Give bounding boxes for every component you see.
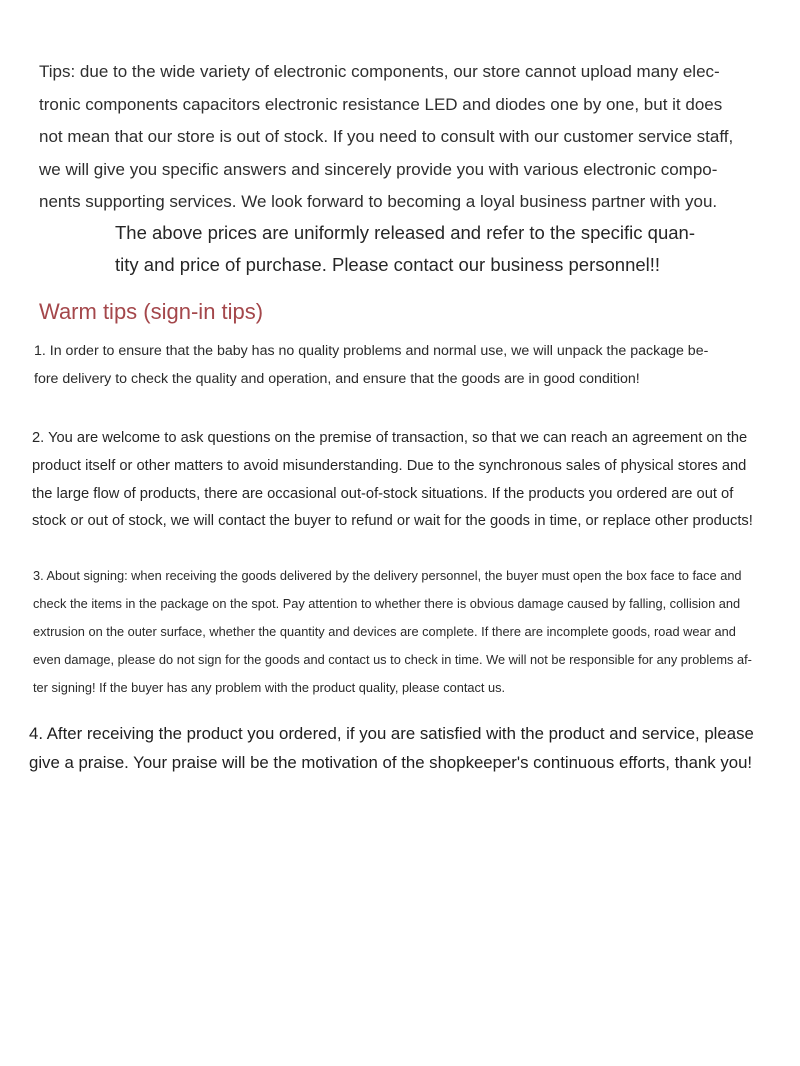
text-line: 1. In order to ensure that the baby has no quality problems and normal use, we will unpack the package be-: [34, 343, 709, 359]
text-line: we will give you specific answers and sincerely provide you with various electronic compo-: [39, 159, 718, 179]
text-line: ter signing! If the buyer has any problem with the product quality, please contact us.: [33, 680, 506, 695]
text-line: even damage, please do not sign for the goods and contact us to check in time. We will not be responsible for any problems af-: [33, 652, 752, 667]
text-line: The above prices are uniformly released and refer to the specific quan-: [115, 222, 695, 243]
text-line: Tips: due to the wide variety of electronic components, our store cannot upload many elec-: [39, 62, 720, 81]
text-line: extrusion on the outer surface, whether the quantity and devices are complete. If there are incomplete goods, road wear and: [33, 624, 736, 639]
store-tips-paragraph: [39, 56, 759, 219]
text-line: tity and price of purchase. Please contact our business personnel!!: [115, 254, 661, 275]
text-line: check the items in the package on the spot. Pay attention to whether there is obvious damage caused by falling, collision and: [33, 596, 741, 611]
text-line: not mean that our store is out of stock. If you need to consult with our customer service staff,: [39, 127, 734, 146]
text-line: 3. About signing: when receiving the goods delivered by the delivery personnel, the buyer must open the box face to face and: [33, 568, 742, 583]
text-line: 4. After receiving the product you ordered, if you are satisfied with the product and service, please: [29, 724, 754, 743]
warm-tip-4: [29, 720, 789, 777]
warm-tips-heading: Warm tips (sign-in tips): [39, 299, 264, 324]
warm-tip-2: [32, 425, 767, 536]
warm-tip-1: [34, 337, 754, 393]
text-line: stock or out of stock, we will contact the buyer to refund or wait for the goods in time, or replace other products!: [32, 513, 753, 530]
text-line: give a praise. Your praise will be the motivation of the shopkeeper's continuous efforts, thank you!: [29, 752, 753, 772]
text-line: fore delivery to check the quality and operation, and ensure that the goods are in good condition!: [34, 371, 640, 387]
text-line: 2. You are welcome to ask questions on the premise of transaction, so that we can reach an agreement on the: [32, 430, 748, 446]
warm-tip-3: [33, 562, 778, 702]
text-line: tronic components capacitors electronic resistance LED and diodes one by one, but it does: [39, 94, 723, 114]
text-line: the large flow of products, there are occasional out-of-stock situations. If the products you ordered are out of: [32, 485, 734, 502]
text-line: nents supporting services. We look forward to becoming a loyal business partner with you.: [39, 192, 718, 211]
text-line: product itself or other matters to avoid misunderstanding. Due to the synchronous sales of physical stores and: [32, 457, 747, 474]
prices-notice-paragraph: [115, 217, 735, 281]
